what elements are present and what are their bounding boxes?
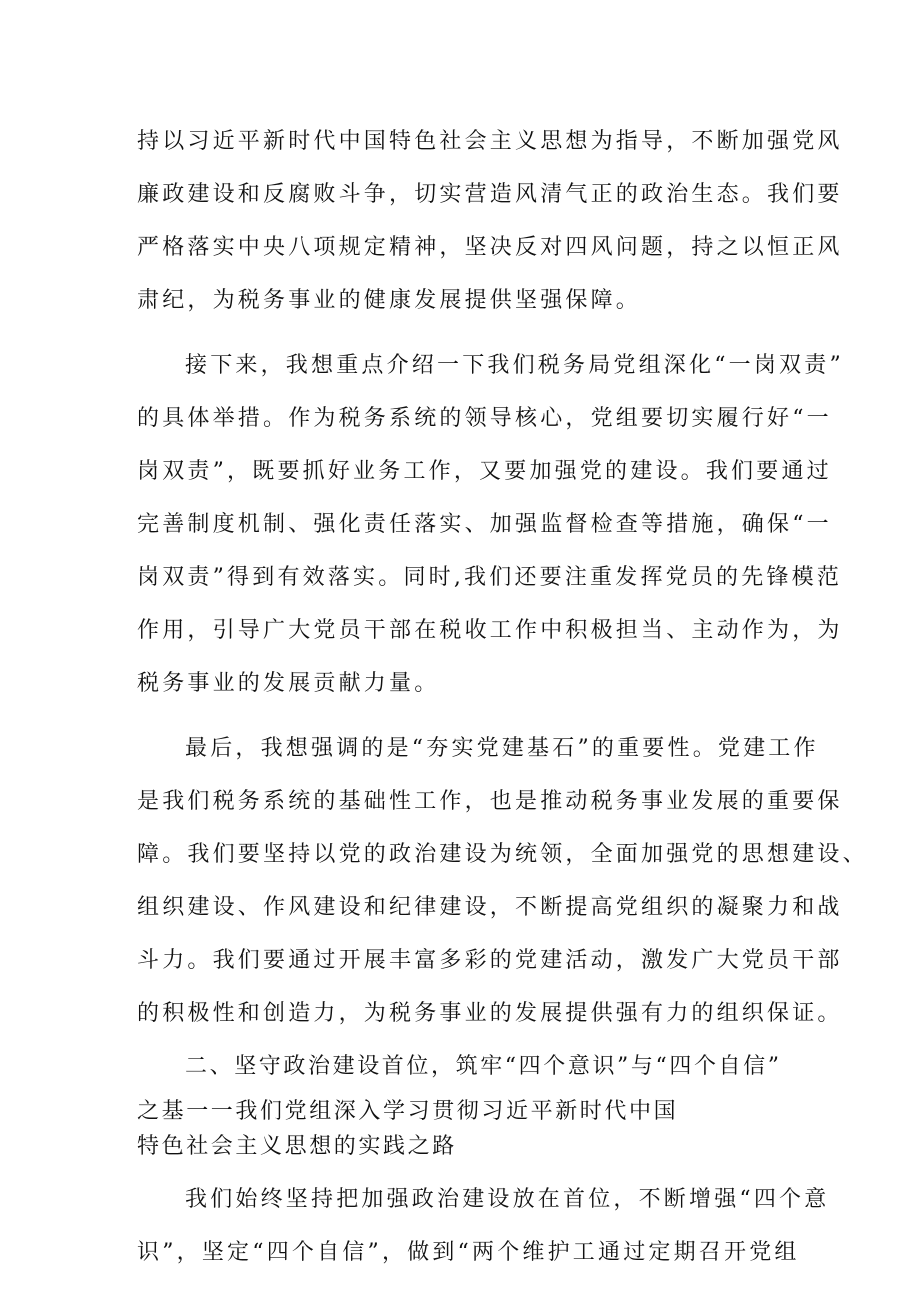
heading-line: 二、坚守政治建设首位，筑牢“四个意识”与“四个自信”	[185, 1054, 782, 1079]
text-line: 肃纪，为税务事业的健康发展提供坚强保障。	[137, 288, 642, 313]
text-line: 持以习近平新时代中国特色社会主义思想为指导，不断加强党风	[137, 129, 843, 154]
text-line: 的积极性和创造力，为税务事业的发展提供强有力的组织保证。	[137, 1001, 843, 1026]
text-line: 廉政建设和反腐败斗争，切实营造风清气正的政治生态。我们要	[137, 182, 843, 207]
text-line: 组织建设、作风建设和纪律建设，不断提高党组织的凝聚力和战	[137, 895, 843, 920]
text-line: 最后，我想强调的是“夯实党建基石”的重要性。党建工作	[185, 736, 819, 761]
text-line: 完善制度机制、强化责任落实、加强监督检查等措施，确保“一	[137, 512, 832, 537]
text-line: 我们始终坚持把加强政治建设放在首位，不断增强“四个意	[185, 1187, 830, 1212]
text-line: 识”，坚定“四个自信”，做到“两个维护工通过定期召开党组	[137, 1240, 800, 1265]
text-line: 斗力。我们要通过开展丰富多彩的党建活动，激发广大党员干部	[137, 948, 843, 973]
heading-line: 之基一一我们党组深入学习贯彻习近平新时代中国	[137, 1099, 679, 1124]
text-line: 岗双责”，既要抓好业务工作，又要加强党的建设。我们要通过	[137, 459, 832, 484]
text-line: 的具体举措。作为税务系统的领导核心，党组要切实履行好“一	[137, 406, 832, 431]
text-line: 严格落实中央八项规定精神，坚决反对四风问题，持之以恒正风	[137, 235, 843, 260]
text-line: 障。我们要坚持以党的政治建设为统领，全面加强党的思想建设、	[137, 842, 868, 867]
heading-line: 特色社会主义思想的实践之路	[137, 1134, 457, 1159]
text-line: 接下来，我想重点介绍一下我们税务局党组深化“一岗双责”	[185, 353, 844, 378]
text-line: 岗双责”得到有效落实。同时,我们还要注重发挥党员的先锋模范	[137, 565, 843, 590]
text-line: 是我们税务系统的基础性工作，也是推动税务事业发展的重要保	[137, 789, 843, 814]
text-line: 税务事业的发展贡献力量。	[137, 671, 440, 696]
text-line: 作用，引导广大党员干部在税收工作中积极担当、主动作为，为	[137, 618, 843, 643]
